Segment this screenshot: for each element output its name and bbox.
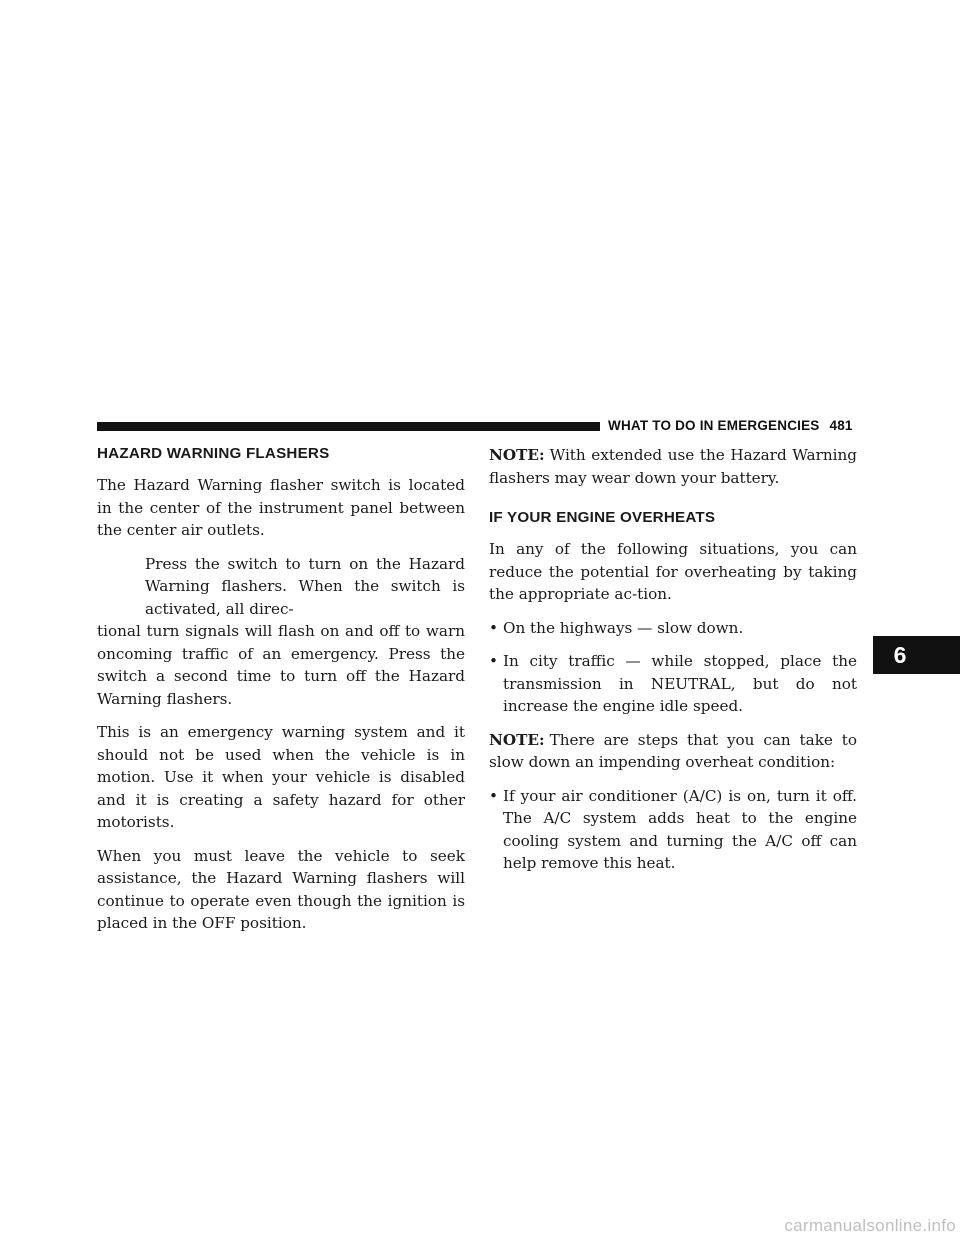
situation-list (489, 617, 857, 718)
watermark: carmanualsonline.info (784, 1216, 956, 1235)
chapter-tab: 6 (873, 636, 960, 674)
note-text: With extended use the Hazard Warning flashers may wear down your battery. (489, 446, 857, 487)
hazard-para-location: The Hazard Warning flasher switch is located in the center of the instrument panel between the center air outlets. (97, 476, 465, 539)
page-number: 481 (829, 418, 853, 433)
note-label: NOTE: (489, 730, 545, 749)
steps-list (489, 785, 857, 875)
note-label: NOTE: (489, 446, 545, 464)
right-column (489, 444, 857, 886)
list-item: • On the highways — slow down. (489, 617, 857, 640)
hazard-para-leave: When you must leave the vehicle to seek assistance, the Hazard Warning flashers will continue to operate even though the ignition is placed in the OFF position. (97, 846, 465, 932)
hazard-para-press-rest: tional turn signals will flash on and off to warn oncoming traffic of an emergency. Press the switch a second time to turn off the Hazard Warning flashers. (97, 622, 465, 708)
list-item: • If your air conditioner (A/C) is on, turn it off. The A/C system adds heat to the engine cooling system and turning the A/C off can help remove this heat. (489, 785, 857, 875)
overheat-heading: IF YOUR ENGINE OVERHEATS (489, 509, 716, 526)
hazard-para-press (97, 553, 465, 621)
note-text: There are steps that you can take to slow down an impending overheat condition: (489, 730, 857, 771)
running-header (608, 418, 853, 433)
header-rule (97, 422, 600, 431)
section-title: WHAT TO DO IN EMERGENCIES (608, 418, 820, 433)
overheat-intro: In any of the following situations, you can reduce the potential for overheating by taking the appropriate ac-tion. (489, 540, 857, 603)
hazard-heading: HAZARD WARNING FLASHERS (97, 445, 330, 462)
hazard-para-press-indented: Press the switch to turn on the Hazard Warning flashers. When the switch is activated, all direc- (145, 554, 465, 618)
overheat-note (489, 729, 857, 774)
left-column (97, 444, 465, 946)
hazard-para-emergency: This is an emergency warning system and it should not be used when the vehicle is in motion. Use it when your vehicle is disabled and it is creating a safety hazard for other motorists. (97, 723, 465, 831)
battery-note (489, 444, 857, 489)
list-item: • In city traffic — while stopped, place the transmission in NEUTRAL, but do not increase the engine idle speed. (489, 650, 857, 718)
